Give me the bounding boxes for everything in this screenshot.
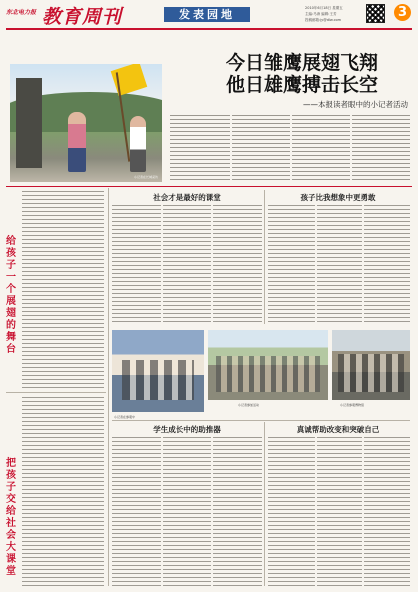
column-title: 发表园地	[179, 8, 235, 21]
lead-col-divider-3	[350, 114, 352, 182]
qr-code-icon	[366, 4, 385, 23]
mid-col-divider-b	[211, 204, 213, 324]
left-column-rule	[108, 188, 109, 586]
headline-subtitle: ——本报读者眼中的小记者活动	[303, 100, 408, 109]
person-right	[130, 116, 146, 172]
date-line: 2010年6月18日 星期五	[305, 6, 343, 10]
top-photo	[10, 64, 162, 182]
section-title-mid-left: 社会才是最好的课堂	[153, 193, 221, 202]
bottom-text-block-right	[268, 436, 410, 586]
section-title: 教育周刊	[42, 6, 123, 28]
left-text-1	[22, 190, 104, 390]
masthead	[0, 0, 418, 28]
photo-mid-caption: 小记者参加活动	[238, 403, 260, 407]
photo-mid	[208, 330, 328, 407]
photo-left	[112, 330, 204, 419]
lead-col-divider-2	[290, 114, 292, 182]
photo-left-figures	[122, 360, 194, 400]
photo-right-figures	[338, 354, 404, 392]
mid-col-divider-c	[315, 204, 317, 324]
bottom-col-divider-c	[315, 436, 317, 586]
left-divider	[6, 392, 106, 393]
masthead-rule	[6, 28, 412, 30]
section-title-bottom-left: 学生成长中的助推器	[153, 425, 221, 434]
photo-mid-figures	[216, 356, 320, 392]
paper-name: 东北电力报	[6, 9, 37, 16]
headline-line-1: 今日雏鹰展翅飞翔	[225, 52, 378, 74]
mid-text-block-right	[268, 204, 410, 324]
section-title-bottom-right: 真诚帮助改变和突破自己	[296, 425, 380, 434]
photo-right	[332, 330, 410, 407]
lower-divider	[112, 420, 410, 421]
left-text-2	[22, 396, 104, 586]
lead-col-divider-1	[230, 114, 232, 182]
photo-left-caption: 小记者在参观中	[114, 415, 136, 419]
bottom-section-rule	[264, 422, 265, 586]
left-article-2-title: 把孩子交给社会大课堂	[6, 458, 16, 577]
editor-line: 主编:马涛 编辑:王芳	[305, 12, 337, 16]
bottom-col-divider-a	[161, 436, 163, 586]
section-title-mid-right: 孩子比我想象中更勇敢	[300, 193, 376, 202]
upper-divider	[6, 186, 412, 187]
bottom-col-divider-b	[211, 436, 213, 586]
column-banner	[164, 7, 250, 22]
top-photo-caption: 小记者在长城采访	[133, 175, 158, 179]
page-number: 3	[397, 5, 408, 20]
email-line: 投稿邮箱:jy@dlw.com	[305, 18, 342, 22]
bottom-col-divider-d	[362, 436, 364, 586]
mid-text-block-left	[112, 204, 262, 324]
mid-section-rule	[264, 190, 265, 324]
photo-right-caption: 小记者参观博物馆	[340, 403, 365, 407]
mid-col-divider-a	[161, 204, 163, 324]
monument-stone	[16, 78, 42, 168]
bottom-text-block-left	[112, 436, 262, 586]
headline-line-2: 他日雄鹰搏击长空	[225, 74, 378, 96]
person-left	[68, 112, 86, 172]
page-number-badge	[394, 4, 411, 21]
left-article-1-title: 给孩子一个展翅的舞台	[6, 236, 16, 355]
mid-col-divider-d	[362, 204, 364, 324]
